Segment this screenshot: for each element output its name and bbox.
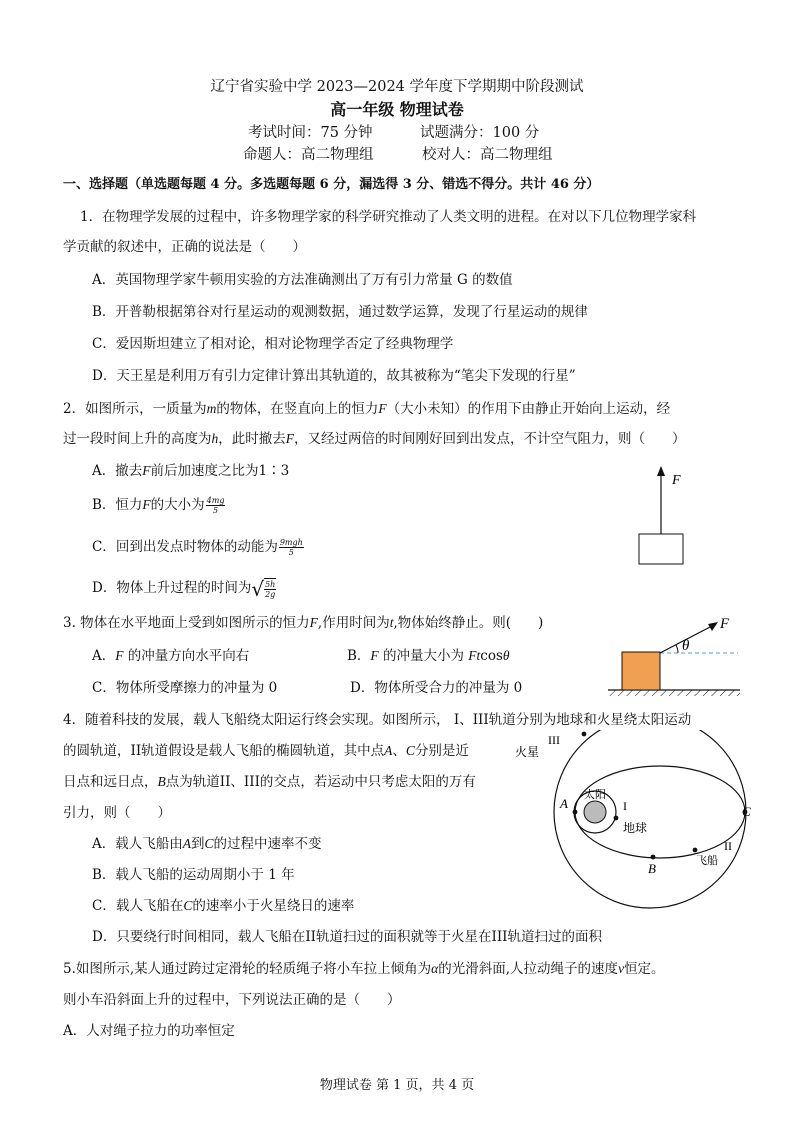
q1-option-a: A．英国物理学家牛顿用实验的方法准确测出了万有引力常量 G 的数值 — [92, 272, 513, 288]
sun — [584, 801, 606, 823]
force-arrow-head — [708, 622, 718, 631]
q2-option-b: B．恒力F的大小为 $\frac{4mg}{5}$ — [92, 496, 225, 515]
q1-stem-line2: 学贡献的叙述中，正确的说法是（ ） — [63, 239, 306, 255]
q3-option-d: D．物体所受合力的冲量为 0 — [350, 680, 523, 696]
earth-dot — [614, 816, 619, 821]
block — [622, 652, 660, 690]
block — [639, 534, 683, 564]
q4-option-c: C．载人飞船在C的速率小于火星绕日的速率 — [92, 898, 355, 914]
q4-stem-line2: 的圆轨道，II轨道假设是载人飞船的椭圆轨道，其中点A、C分别是近 — [63, 743, 469, 759]
q2-figure — [620, 462, 710, 574]
force-arrow-head — [657, 466, 665, 476]
q3-option-b: B．F 的冲量大小为 Ftcosθ — [347, 648, 510, 664]
q3-option-a: A．F 的冲量方向水平向右 — [92, 648, 250, 664]
school-title: 辽宁省实验中学 2023—2024 学年度下学期期中阶段测试 — [210, 79, 584, 95]
q5-stem-line2: 则小车沿斜面上升的过程中，下列说法正确的是（ ） — [63, 992, 401, 1008]
q1-option-c: C．爱因斯坦建立了相对论，相对论物理学否定了经典物理学 — [92, 336, 454, 352]
page-footer: 物理试卷 第 1 页，共 4 页 — [319, 1078, 475, 1093]
q1-option-b: B．开普勒根据第谷对行星运动的观测数据，通过数学运算，发现了行星运动的规律 — [92, 304, 588, 320]
point-c-label: C — [742, 804, 751, 819]
q1-option-d: D．天王星是利用万有引力定律计算出其轨道的，故其被称为“笔尖下发现的行星” — [92, 368, 576, 384]
paper-title: 高一年级 物理试卷 — [330, 100, 464, 119]
point-a-dot — [573, 810, 578, 815]
exam-time: 考试时间：75 分钟 — [248, 125, 373, 141]
q3-figure — [600, 612, 750, 698]
q2-option-d: D．物体上升过程的时间为 √ $\frac{5h}{2g}$ — [92, 576, 276, 601]
q1-stem-line1: 1．在物理学发展的过程中，许多物理学家的科学研究推动了人类文明的进程。在对以下几位物理学家科 — [80, 209, 697, 225]
point-a-label: A — [560, 796, 568, 811]
angle-arc — [676, 645, 678, 653]
orbit-iii-label: III — [548, 733, 560, 747]
mars-label: 火星 — [515, 745, 540, 759]
ship-label: 飞船 — [696, 855, 718, 867]
q5-stem-line1: 5.如图所示,某人通过跨过定滑轮的轻质绳子将小车拉上倾角为α的光滑斜面,人拉动绳子的速度v恒定。 — [63, 961, 665, 977]
orbit-ii-label: II — [724, 839, 732, 853]
force-label: F — [672, 473, 681, 488]
point-b-label: B — [648, 861, 656, 876]
checker: 校对人：高二物理组 — [422, 147, 553, 163]
fraction: $\frac{\text{9mgh}}{5}$ — [279, 538, 303, 557]
q2-stem-line2: 过一段时间上升的高度为h，此时撤去F，又经过两倍的时间刚好回到出发点，不计空气阻力，则（ ） — [63, 431, 686, 447]
ship-dot — [693, 848, 698, 853]
sun-label: 太阳 — [584, 789, 606, 801]
q4-stem-line3: 日点和远日点，B点为轨道II、III的交点，若运动中只考虑太阳的万有 — [63, 774, 476, 790]
ground-hatch — [608, 690, 740, 696]
setter: 命题人：高二物理组 — [243, 147, 374, 163]
q2-option-c: C．回到出发点时物体的动能为 $\frac{\text{9mgh}}{5}$ — [92, 538, 303, 557]
earth-label: 地球 — [623, 821, 648, 835]
q4-orbit-figure — [510, 730, 760, 910]
section-heading: 一、选择题（单选题每题 4 分。多选题每题 6 分，漏选得 3 分、错选不得分。共计 46 分） — [63, 177, 600, 192]
orbit-iii-mars — [554, 730, 746, 908]
full-score: 试题满分：100 分 — [420, 125, 540, 141]
q2-stem-line1: 2．如图所示，一质量为m的物体，在竖直向上的恒力F（大小未知）的作用下由静止开始向上运动，经 — [63, 401, 671, 417]
orbit-i-label: I — [623, 799, 627, 813]
q3-option-c: C．物体所受摩擦力的冲量为 0 — [92, 680, 278, 696]
mars-dot — [582, 732, 587, 737]
point-b-dot — [651, 855, 656, 860]
q5-option-a: A．人对绳子拉力的功率恒定 — [63, 1023, 235, 1039]
q4-stem-line1: 4．随着科技的发展，载人飞船绕太阳运行终会实现。如图所示， I、III轨道分别为地球和火星绕太阳运动 — [63, 712, 692, 728]
force-label: F — [720, 616, 730, 632]
fraction: $\frac{4mg}{5}$ — [206, 496, 225, 515]
q2-option-a: A．撤去F前后加速度之比为1∶3 — [92, 463, 290, 479]
theta-label: θ — [682, 638, 690, 654]
q4-stem-line4: 引力，则（ ） — [63, 805, 171, 821]
square-root: √ $\frac{5h}{2g}$ — [251, 576, 276, 601]
q3-stem: 3. 物体在水平地面上受到如图所示的恒力F,作用时间为t,物体始终静止。则( ) — [63, 615, 544, 631]
q4-option-a: A．载人飞船由A到C的过程中速率不变 — [92, 836, 322, 852]
q4-option-d: D．只要绕行时间相同，载人飞船在II轨道扫过的面积就等于火星在III轨道扫过的面积 — [92, 929, 602, 945]
q4-option-b: B．载人飞船的运动周期小于 1 年 — [92, 867, 295, 883]
